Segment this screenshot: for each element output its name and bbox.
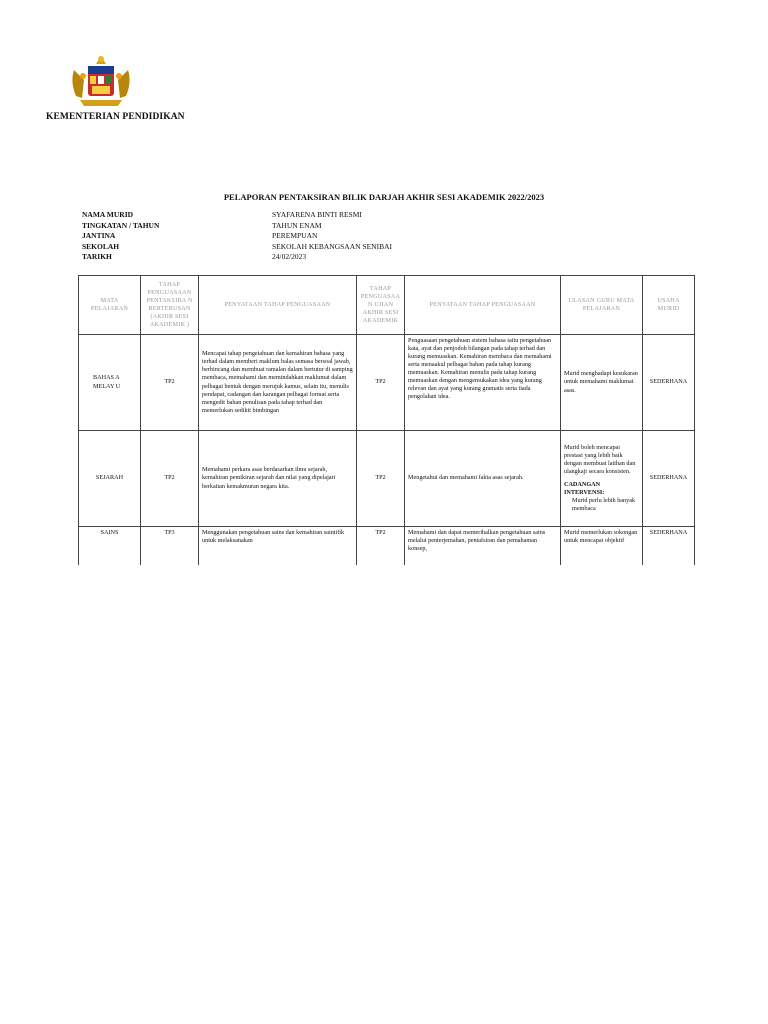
info-value: TAHUN ENAM: [272, 220, 322, 230]
header-teacher-comment: ULASAN GURU MATA PELAJARAN: [561, 276, 643, 335]
effort-cell: SEDERHANA: [643, 431, 695, 527]
header-statement-exam: PENYATAAN TAHAP PENGUASAAN: [405, 276, 561, 335]
tp-exam-cell: TP2: [357, 335, 405, 431]
header-subject: MATA PELAJARAN: [79, 276, 141, 335]
table-header-row: [79, 276, 695, 335]
tp-exam-cell: TP2: [357, 527, 405, 566]
header-effort: USAHA MURID: [643, 276, 695, 335]
info-label: TINGKATAN / TAHUN: [82, 220, 160, 230]
info-label: TARIKH: [82, 252, 112, 261]
info-label: JANTINA: [82, 231, 116, 240]
info-value: SEKOLAH KEBANGSAAN SENIBAI: [272, 241, 392, 251]
table-row: [79, 335, 695, 431]
effort-cell: SEDERHANA: [643, 335, 695, 431]
tp-continuous-cell: TP2: [141, 335, 199, 431]
teacher-comment-cell: [561, 527, 643, 566]
info-value: PEREMPUAN: [272, 231, 318, 240]
report-title: PELAPORAN PENTAKSIRAN BILIK DARJAH AKHIR SESI AKADEMIK 2022/2023: [223, 192, 545, 202]
comment-text: Murid boleh mencapai prestasi yang lebih baik dengan membuat latihan dan ulangkaji secara konsisten.: [564, 444, 636, 476]
intervention-label: CADANGAN INTERVENSI:: [564, 480, 605, 496]
info-value: 24/02/2023: [272, 252, 307, 261]
ministry-name: KEMENTERIAN PENDIDIKAN: [46, 112, 185, 122]
teacher-comment-cell: [561, 431, 643, 527]
info-label: NAMA MURID: [82, 210, 134, 219]
statement-exam-cell: Penguasaan pengetahuan sistem bahasa iaitu pengetahuan kata, ayat dan penjodoh bilangan pada tahap terhad dan kurang memuaskan. Kemahiran membaca dan memahami serta menaakul pelbagai bahan pada tahap kurang memuaskan. Kemahiran menulis pada tahap kurang memuaskan dengan mengemukakan idea yang kurang relevan dan ayat yang kurang gramatis serta tiada pengolahan idea.: [405, 335, 561, 431]
table-row: [79, 431, 695, 527]
tp-exam-cell: TP2: [357, 431, 405, 527]
statement-continuous-cell: Mencapai tahap pengetahuan dan kemahiran bahasa yang terhad dalam memberi maklum balas semasa bersoal jawab, berbincang dan membuat ramalan dalam bertutur di samping membaca, memahami dan memindahkan maklumat dalam pelbagai bentuk dengan merujuk kamus, selain itu, menulis pendapat, cadangan dan karangan pelbagai format serta mengedit bahan penulisan pada tahap terhad dan memerlukan sedikit bimbingan: [199, 335, 357, 431]
statement-exam-cell: Mengetahui dan memahami fakta asas sejarah.: [405, 431, 561, 527]
header-tp-continuous: TAHAP PENGUASAAN PENTAKSIRA N BERTERUSAN (AKHIR SESI AKADEMIK ): [141, 276, 199, 335]
info-value: SYAFARENA BINTI RESMI: [272, 210, 362, 219]
statement-exam-cell: Memahami dan dapat memerihalkan pengetahuan sains melalui penterjemahan, pentafsiran dan pemahaman konsep,: [405, 527, 561, 566]
header-statement-continuous: PENYATAAN TAHAP PENGUASAAN: [199, 276, 357, 335]
statement-continuous-cell: Menggunakan pengetahuan sains dan kemahiran saintifik untuk melaksanakan: [199, 527, 357, 566]
info-label: SEKOLAH: [82, 241, 120, 251]
teacher-comment-cell: [561, 335, 643, 431]
subject-cell: SAINS: [79, 527, 141, 566]
tp-continuous-cell: TP3: [141, 527, 199, 566]
comment-text: Murid memerlukan sokongan untuk mencapai objektif: [564, 529, 638, 545]
effort-cell: SEDERHANA: [643, 527, 695, 566]
subject-cell: SEJARAH: [79, 431, 141, 527]
table-row: [79, 527, 695, 566]
tp-continuous-cell: TP2: [141, 431, 199, 527]
assessment-table: [78, 275, 695, 565]
subject-cell: BAHAS A MELAY U: [79, 335, 141, 431]
comment-text: Murid menghadapi kesukaran untuk memahami maklumat asas.: [564, 370, 638, 394]
header-tp-exam: TAHAP PENGUASAA N UJIAN AKHIR SESI AKADEMIK: [357, 276, 405, 335]
intervention-text: Murid perlu lebih banyak membaca: [572, 496, 636, 512]
statement-continuous-cell: Memahami perkara asas berdasarkan ilmu sejarah, kemahiran pemikiran sejarah dan nilai yang dipelajari berkaitan kemakmuran negara kita.: [199, 431, 357, 527]
